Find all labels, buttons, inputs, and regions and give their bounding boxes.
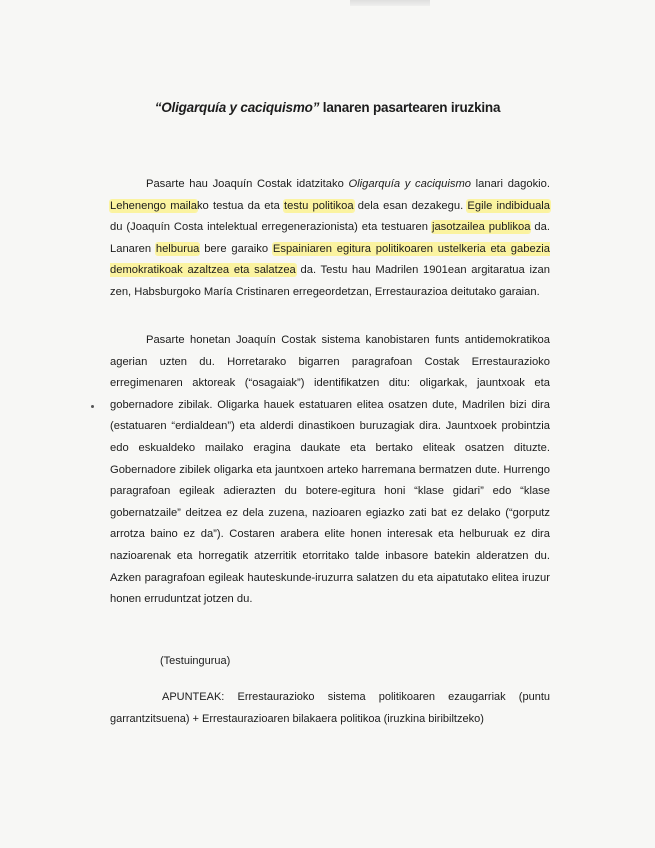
p1-work-title: Oligarquía y caciquismo xyxy=(348,178,471,190)
p1-text-6: da. Lanaren xyxy=(110,221,550,255)
scan-artifact xyxy=(350,0,430,6)
p1-text-5: du (Joaquín Costa intelektual erregenerazionista) eta testuaren xyxy=(110,221,432,234)
p1-text-1: Pasarte hau Joaquín Costak idatzitako xyxy=(146,178,349,190)
page-title xyxy=(0,100,655,115)
highlight-purpose: helburua xyxy=(155,242,200,255)
p1-text-8: da. Testu hau Madrilen 1901ean argitaratua izan zen, Habsburgoko María Cristinaren erregeordetzan, Errestaurazioa deitutako garaian. xyxy=(110,264,550,298)
highlight-level: Lehenengo maila xyxy=(110,199,197,212)
paragraph-analysis-text: Pasarte honetan Joaquín Costak sistema kanobistaren funts antidemokratikoa agerian uzten du. Horretarako bigarren paragrafoan Costak Errestaurazioko erregimenaren aktoreak (“osagaiak”) identifikatzen ditu: oligarkak, jauntxoak eta gobernadore zibilak. Oligarka hauek estatuaren elitea osatzen dute, Madrilen bizi dira (estatuaren “erdialdean”) eta alderdi dinastikoen buruzagiak dira. Jauntxoek probintzia edo eskualdeko mailako eragina daukate eta bertako eliteak osatzen dituzte. Gobernadore zibilek oligarka eta jauntxoen arteko harremana bermatzen dute. Hurrengo paragrafoan egileak adierazten du botere-egitura honi “klase gidari” edo “klase gobernatzaile” deitzea ez dela zuzena, nazioaren egiazko zati bat ez delako (“gorputz arrotza baino ez da”). Costaren arabera elite honen interesak eta helburuak ez dira nazioarenak eta horregatik atzerritik etorritako talde inbasore batekin alderatzen du. Azken paragrafoan egileak hauteskunde-iruzurra salatzen du eta aipatutako elitea iruzur honen erruduntzat jotzen du. xyxy=(110,334,550,606)
highlight-purpose-detail: Espainiaren egitura politikoaren ustelkeria eta gabezia demokratikoak azaltzea eta salatzea xyxy=(110,242,550,277)
p1-text-2: lanari dagokio. xyxy=(470,178,550,190)
paragraph-introduction xyxy=(110,174,550,304)
notes-paragraph: APUNTEAK: Errestaurazioko sistema politikoaren ezaugarriak (puntu garrantzitsuena) + Errestaurazioaren bilakaera politikoa (iruzkina biribiltzeko) xyxy=(110,691,550,725)
highlight-recipient: jasotzailea publikoa xyxy=(431,221,531,234)
margin-dot xyxy=(91,405,94,408)
highlight-political-text: testu politikoa xyxy=(284,199,354,212)
p1-text-7: bere garaiko xyxy=(199,242,273,255)
p1-text-3: ko testua da eta xyxy=(196,199,285,212)
p1-text-4: dela esan dezakegu. xyxy=(353,199,468,212)
highlight-author: Egile indibiduala xyxy=(467,199,550,212)
title-work-name: “Oligarquía y caciquismo” xyxy=(154,100,320,115)
context-label: (Testuingurua) xyxy=(160,655,231,667)
title-rest: lanaren pasartearen iruzkina xyxy=(319,100,501,115)
paragraph-analysis xyxy=(110,330,550,611)
